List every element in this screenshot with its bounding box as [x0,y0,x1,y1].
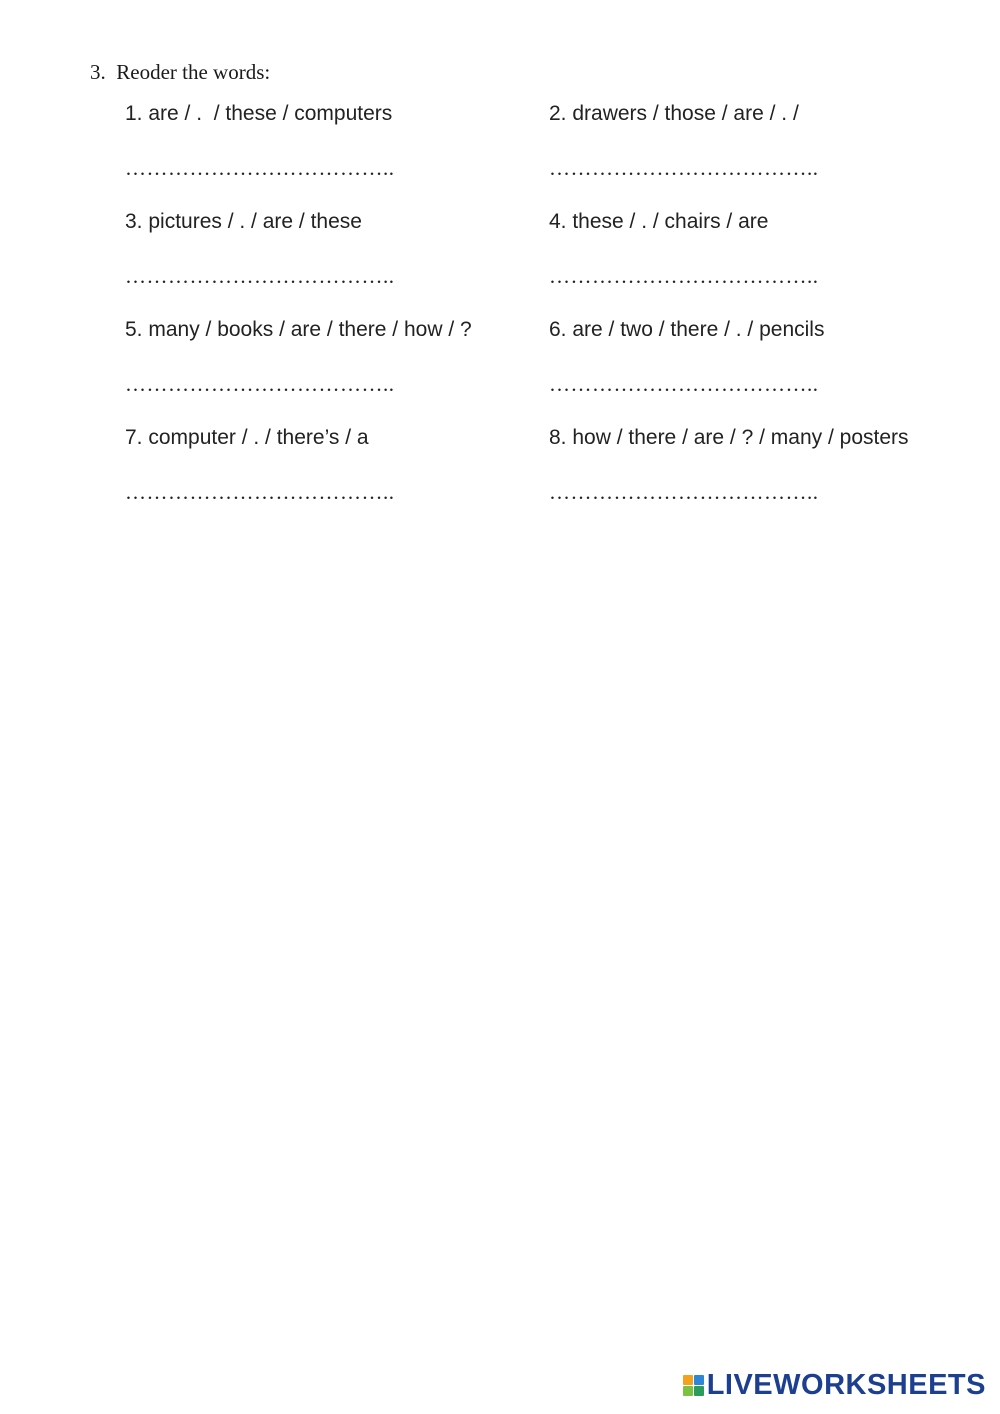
answer-blank[interactable]: ……………………………….. [125,156,395,180]
liveworksheets-mark-icon [683,1375,704,1396]
answer-blank[interactable]: ……………………………….. [549,264,819,288]
answer-blank[interactable]: ……………………………….. [125,264,395,288]
item-prompt: 2. drawers / those / are / . / [549,102,799,125]
exercise-item-1 [125,100,549,208]
item-prompt: 7. computer / . / there’s / a [125,426,369,449]
answer-blank[interactable]: ……………………………….. [125,372,395,396]
answer-blank[interactable]: ……………………………….. [549,372,819,396]
item-prompt: 5. many / books / are / there / how / ? [125,318,472,341]
item-prompt: 6. are / two / there / . / pencils [549,318,825,341]
logo-square-4 [694,1386,704,1396]
item-prompt: 8. how / there / are / ? / many / posters [549,426,909,449]
reorder-exercise [125,100,995,532]
exercise-item-2 [549,100,995,208]
item-prompt: 3. pictures / . / are / these [125,210,362,233]
exercise-instruction: 3. Reoder the words: [90,60,271,84]
answer-blank[interactable]: ……………………………….. [549,156,819,180]
answer-blank[interactable]: ……………………………….. [125,480,395,504]
exercise-item-6 [549,316,995,424]
exercise-item-8 [549,424,995,532]
logo-square-3 [683,1386,693,1396]
exercise-item-4 [549,208,995,316]
exercise-item-5 [125,316,549,424]
answer-blank[interactable]: ……………………………….. [549,480,819,504]
liveworksheets-logo [683,1369,986,1402]
exercise-item-7 [125,424,549,532]
logo-wordmark: LIVEWORKSHEETS [706,1369,986,1401]
logo-square-1 [683,1375,693,1385]
logo-square-2 [694,1375,704,1385]
item-prompt: 1. are / . / these / computers [125,102,393,125]
item-prompt: 4. these / . / chairs / are [549,210,769,233]
exercise-item-3 [125,208,549,316]
